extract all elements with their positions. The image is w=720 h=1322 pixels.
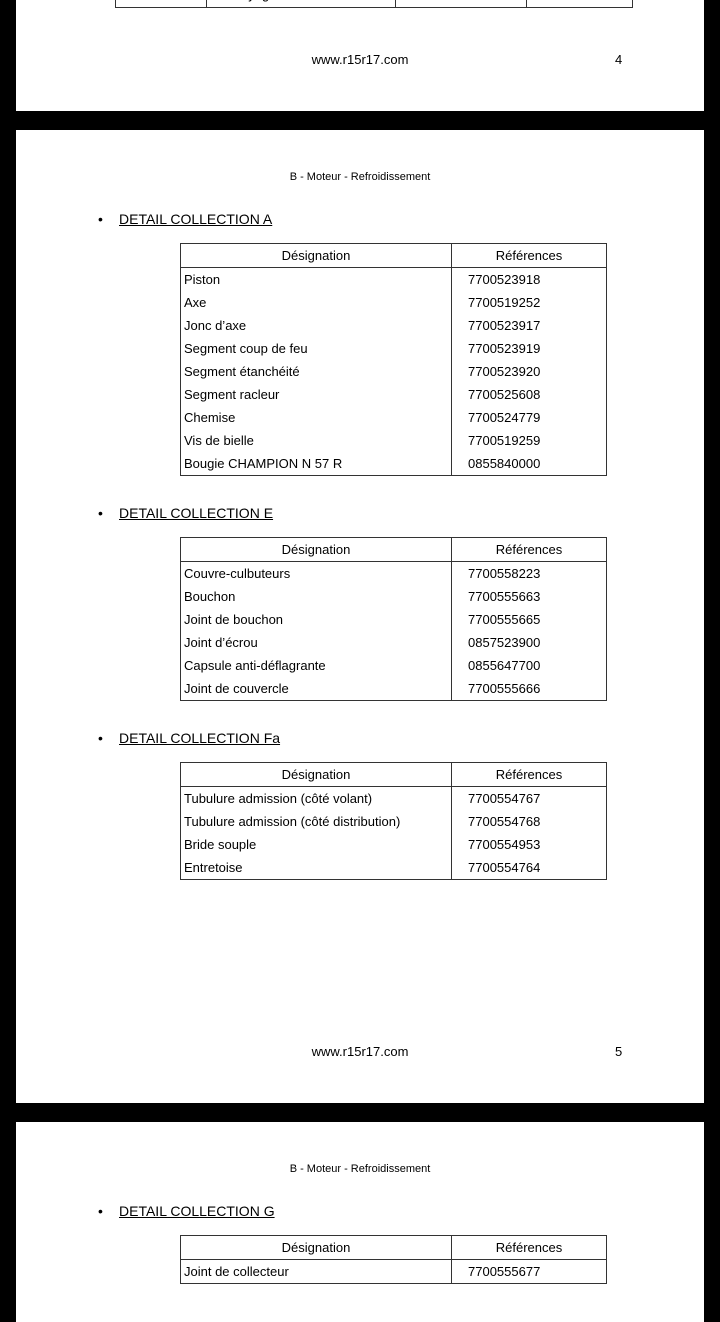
reference-cell: 7700523918 (452, 268, 607, 292)
table-row (181, 314, 607, 337)
bullet-icon: • (98, 730, 103, 746)
page-number: 5 (615, 1044, 623, 1059)
column-header-designation: Désignation (181, 244, 452, 268)
table-row (181, 833, 607, 856)
table-row (181, 562, 607, 586)
partial-table (115, 0, 633, 8)
reference-cell: 7700519259 (452, 429, 607, 452)
designation-cell: Segment coup de feu (181, 337, 452, 360)
reference-cell: 7700555666 (452, 677, 607, 701)
designation-cell: Couvre-culbuteurs (181, 562, 452, 586)
table-row (181, 360, 607, 383)
table-collection-g (180, 1235, 607, 1284)
table-collection-e (180, 537, 607, 701)
table-row (181, 677, 607, 701)
designation-cell: Piston (181, 268, 452, 292)
section-title: DETAIL COLLECTION A (119, 211, 273, 227)
reference-cell (396, 0, 527, 8)
reference-cell: 7700523919 (452, 337, 607, 360)
table-row (181, 337, 607, 360)
table-row (181, 291, 607, 314)
table-header-row (181, 1236, 607, 1260)
bullet-icon: • (98, 505, 103, 521)
table-row (181, 585, 607, 608)
designation-cell (207, 0, 396, 8)
footer-url: www.r15r17.com (311, 1044, 409, 1059)
table-row (181, 383, 607, 406)
reference-cell: 7700554953 (452, 833, 607, 856)
section-title: DETAIL COLLECTION Fa (119, 730, 281, 746)
reference-cell: 7700554767 (452, 787, 607, 811)
designation-cell: Bride souple (181, 833, 452, 856)
table-row (181, 406, 607, 429)
reference-cell: 7700525608 (452, 383, 607, 406)
table-row (181, 654, 607, 677)
table-row (181, 268, 607, 292)
reference-cell: 7700555663 (452, 585, 607, 608)
column-header-references: Références (452, 244, 607, 268)
table-row (181, 810, 607, 833)
reference-cell: 7700523920 (452, 360, 607, 383)
table-row (181, 452, 607, 476)
bullet-icon: • (98, 1203, 103, 1219)
table-header-row (181, 763, 607, 787)
reference-cell: 7700554764 (452, 856, 607, 880)
designation-cell: Joint de collecteur (181, 1260, 452, 1284)
designation-cell: Vis de bielle (181, 429, 452, 452)
reference-cell: 7700558223 (452, 562, 607, 586)
designation-cell: Joint de couvercle (181, 677, 452, 701)
row-number (116, 0, 207, 8)
table-header-row (181, 538, 607, 562)
reference-cell: 0855647700 (452, 654, 607, 677)
table-row (181, 429, 607, 452)
column-header-references: Références (452, 763, 607, 787)
reference-cell: 7700519252 (452, 291, 607, 314)
designation-cell: Capsule anti-déflagrante (181, 654, 452, 677)
reference-cell: 7700555665 (452, 608, 607, 631)
table-row (181, 787, 607, 811)
document-page-6 (16, 1122, 704, 1322)
document-page-4 (16, 0, 704, 111)
designation-cell: Tubulure admission (côté volant) (181, 787, 452, 811)
designation-cell: Segment étanchéité (181, 360, 452, 383)
table-header-row (181, 244, 607, 268)
designation-cell: Chemise (181, 406, 452, 429)
bullet-icon: • (98, 211, 103, 227)
reference-cell: 7700524779 (452, 406, 607, 429)
table-row (181, 856, 607, 880)
table-row (181, 631, 607, 654)
reference-cell: 7700523917 (452, 314, 607, 337)
column-header-references: Références (452, 538, 607, 562)
designation-cell: Segment racleur (181, 383, 452, 406)
page-header: B - Moteur - Refroidissement (289, 171, 431, 183)
column-header-references: Références (452, 1236, 607, 1260)
footer-url: www.r15r17.com (311, 52, 409, 67)
designation-cell: Axe (181, 291, 452, 314)
reference-cell: 7700554768 (452, 810, 607, 833)
page-number: 4 (615, 52, 623, 67)
extra-cell (527, 0, 633, 8)
table-row (116, 0, 633, 8)
table-row (181, 608, 607, 631)
column-header-designation: Désignation (181, 763, 452, 787)
designation-cell: Bougie CHAMPION N 57 R (181, 452, 452, 476)
section-title: DETAIL COLLECTION G (119, 1203, 275, 1219)
reference-cell: 7700555677 (452, 1260, 607, 1284)
column-header-designation: Désignation (181, 538, 452, 562)
designation-cell: Entretoise (181, 856, 452, 880)
section-title: DETAIL COLLECTION E (119, 505, 274, 521)
column-header-designation: Désignation (181, 1236, 452, 1260)
reference-cell: 0855840000 (452, 452, 607, 476)
page-header: B - Moteur - Refroidissement (289, 1163, 431, 1175)
designation-cell: Jonc d’axe (181, 314, 452, 337)
designation-cell: Bouchon (181, 585, 452, 608)
reference-cell: 0857523900 (452, 631, 607, 654)
designation-cell: Joint de bouchon (181, 608, 452, 631)
table-collection-fa (180, 762, 607, 880)
designation-cell: Joint d’écrou (181, 631, 452, 654)
designation-cell: Tubulure admission (côté distribution) (181, 810, 452, 833)
document-page-5 (16, 130, 704, 1103)
table-collection-a (180, 243, 607, 476)
